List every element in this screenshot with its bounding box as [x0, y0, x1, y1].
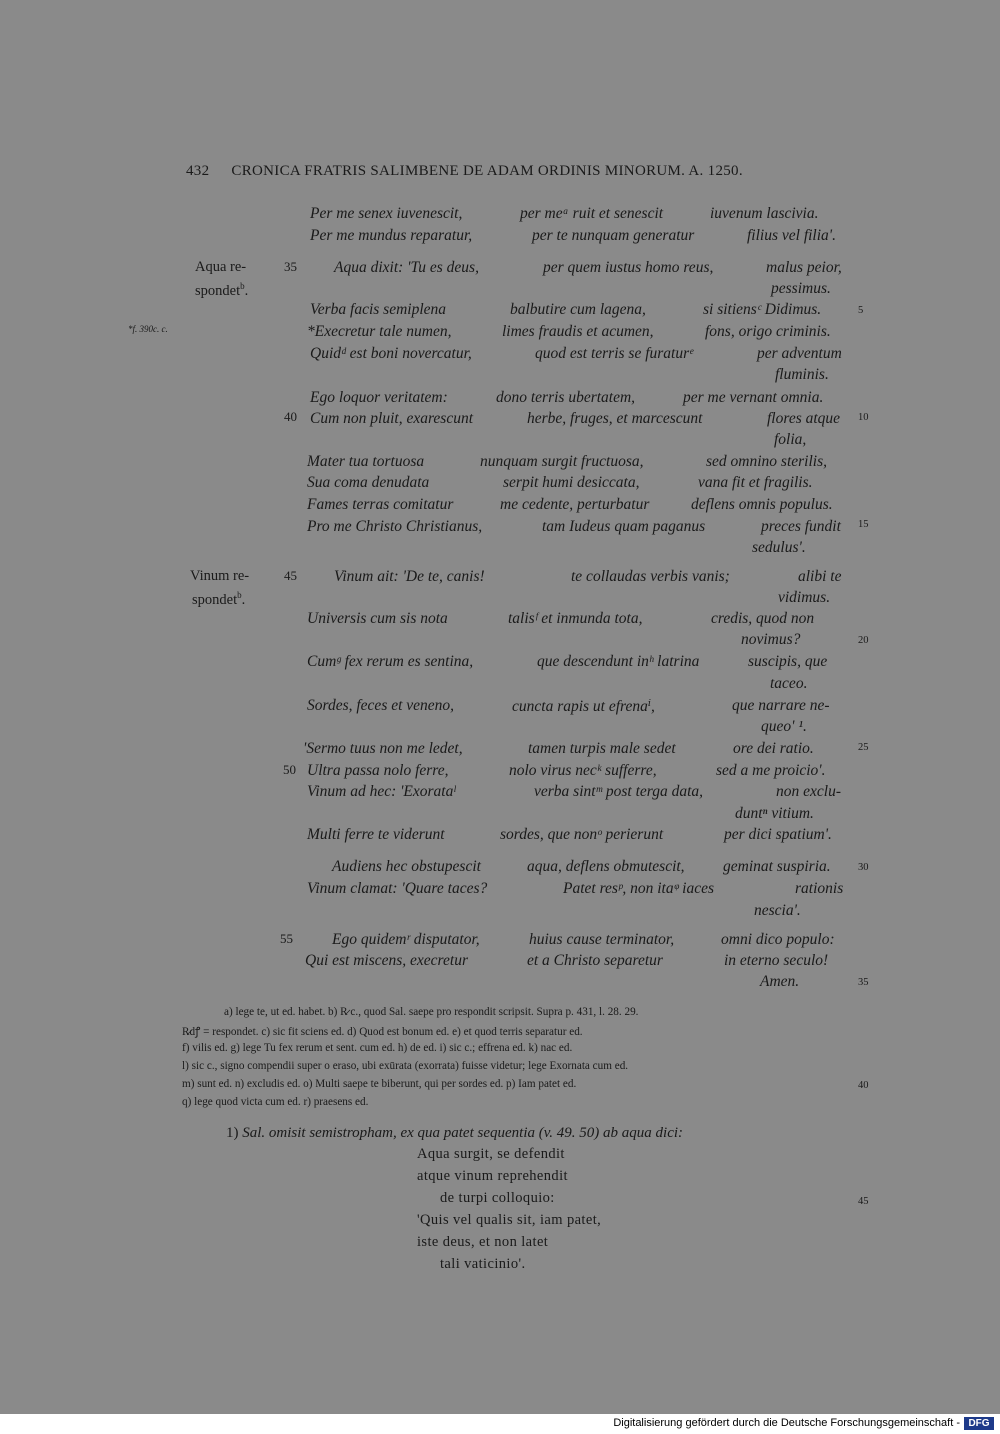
verse-segment: te collaudas verbis vanis; — [571, 568, 730, 585]
folio-reference: *f. 390c. c. — [128, 324, 168, 334]
apparatus-line: q) lege quod victa cum ed. r) praesens ed. — [182, 1096, 369, 1108]
verse-number: 55 — [280, 931, 293, 946]
verse-segment: Fames terras comitatur — [307, 496, 454, 513]
verse-segment: credis, quod non — [711, 610, 815, 627]
verse-segment: malus peior, — [766, 259, 842, 276]
verse-segment: aqua, deflens obmutescit, — [527, 858, 685, 875]
margin-note-text: spondet — [192, 591, 238, 608]
margin-note-line: spondet$^b$. — [195, 281, 249, 299]
verse-segment: tam Iudeus quam paganus — [542, 518, 706, 535]
line-number: 25 — [858, 742, 869, 753]
dfg-logo: DFG — [964, 1417, 994, 1430]
verse-segment: Quidᵈ est boni novercatur, — [310, 345, 472, 362]
verse-segment: Aqua dixit: 'Tu es deus, — [334, 259, 479, 276]
verse-segment: Multi ferre te viderunt — [307, 826, 445, 843]
verse-segment: 'Sermo tuus non me ledet, — [303, 740, 463, 757]
verse-segment: Vinum ait: 'De te, canis! — [334, 568, 485, 585]
verse-continuation: Amen. — [760, 973, 800, 990]
verse-segment: deflens omnis populus. — [691, 496, 833, 513]
verse-segment: per adventum — [757, 345, 842, 362]
verse-segment: Universis cum sis nota — [307, 610, 448, 627]
footnote-text: Sal. omisit semistropham, ex qua patet sequentia (v. 49. 50) ab aqua dici: — [242, 1125, 684, 1141]
verse-segment: Qui est miscens, execretur — [305, 952, 468, 969]
poem-line: iste deus, et non latet — [417, 1234, 549, 1250]
verse-continuation: pessimus. — [771, 280, 831, 297]
verse-segment: non exclu- — [776, 783, 841, 800]
verse-segment: Cum non pluit, exarescunt — [310, 410, 474, 427]
verse-continuation: fluminis. — [775, 366, 829, 383]
verse-segment: alibi te — [798, 568, 842, 585]
verse-segment: talisᶠ et inmunda tota, — [508, 610, 643, 627]
verse-segment: fons, origo criminis. — [705, 323, 831, 340]
footer-funding-text: Digitalisierung gefördert durch die Deutsche Forschungsgemeinschaft - — [613, 1417, 960, 1429]
apparatus-line: R̷dꝭ = respondet. c) sic fit sciens ed. d) Quod est bonum ed. e) et quod terris separatur ed. — [182, 1026, 583, 1038]
line-number: 40 — [858, 1080, 869, 1091]
margin-note-line: spondet$^b$. — [192, 590, 246, 608]
verse-segment: Ego quidemʳ disputator, — [332, 931, 480, 948]
verse-segment: Audiens hec obstupescit — [332, 858, 481, 875]
verse-segment: balbutire cum lagena, — [510, 301, 646, 318]
verse-segment: limes fraudis et acumen, — [502, 323, 654, 340]
verse-continuation: nescia'. — [754, 902, 801, 919]
verse-segment: sordes, que nonᵒ perierunt — [500, 826, 664, 843]
margin-note-line: Aqua re- — [195, 259, 247, 275]
verse-segment: Sua coma denudata — [307, 474, 430, 491]
verse-segment: ore dei ratio. — [733, 740, 814, 757]
verse-segment: *Execretur tale numen, — [307, 323, 452, 340]
margin-note-sup: b — [237, 590, 242, 600]
verse-segment: geminat suspiria. — [723, 858, 831, 875]
verse-segment: Ego loquor veritatem: — [310, 389, 448, 406]
verse-segment: Ultra passa nolo ferre, — [307, 762, 449, 779]
margin-note-sup: b — [240, 281, 245, 291]
line-number: 30 — [858, 862, 869, 873]
verse-segment: iuvenum lascivia. — [710, 205, 819, 222]
line-number: 15 — [858, 519, 869, 530]
running-header — [186, 163, 743, 180]
verse-number: 40 — [284, 409, 297, 424]
verse-number: 35 — [284, 259, 297, 274]
verse-segment: suscipis, que — [748, 653, 828, 670]
verse-segment: flores atque — [767, 410, 841, 427]
verse-segment: serpit humi desiccata, — [503, 474, 640, 491]
margin-note-aqua — [195, 258, 248, 301]
poem-line: Aqua surgit, se defendit — [417, 1146, 565, 1162]
margin-note-vinum — [190, 567, 249, 610]
verse-number: 50 — [283, 762, 296, 777]
line-number: 5 — [858, 305, 864, 316]
line-number: 45 — [858, 1196, 869, 1207]
verse-segment: sed omnino sterilis, — [706, 453, 827, 470]
verse-segment: Cumᵍ fex rerum es sentina, — [307, 653, 474, 670]
verse-segment: Vinum clamat: 'Quare taces? — [307, 880, 488, 897]
verse-segment: Pro me Christo Christianus, — [307, 518, 483, 535]
page-number: 432 — [186, 163, 210, 179]
apparatus-line: m) sunt ed. n) excludis ed. o) Multi saepe te biberunt, qui per sordes ed. p) Iam patet ed. — [182, 1078, 577, 1090]
verse-segment: quod est terris se furaturᵉ — [535, 345, 694, 362]
poem-line: atque vinum reprehendit — [417, 1168, 568, 1184]
verse-segment: per meᵃ ruit et senescit — [520, 205, 664, 222]
verse-segment: filius vel filia'. — [747, 227, 836, 244]
verse-segment: dono terris ubertatem, — [496, 389, 636, 406]
verse-segment: per dici spatium'. — [724, 826, 832, 843]
verse-segment: me cedente, perturbatur — [500, 496, 650, 513]
verse-segment: que descendunt inʰ latrina — [537, 653, 700, 670]
verse-segment: in eterno seculo! — [724, 952, 829, 969]
apparatus-line: f) vilis ed. g) lege Tu fex rerum et sent. cum ed. h) de ed. i) sic c.; effrena ed. k) nac ed. — [182, 1042, 573, 1054]
verse-segment: cuncta rapis ut efrenaⁱ, — [512, 698, 655, 715]
verse-segment: per quem iustus homo reus, — [543, 259, 714, 276]
verse-segment: omni dico populo: — [721, 931, 835, 948]
margin-note-text: spondet — [195, 282, 241, 299]
verse-segment: Patet resᵖ, non itaᵠ iaces — [563, 880, 715, 897]
verse-segment: preces fundit — [761, 518, 841, 535]
explanatory-footnote — [226, 1125, 683, 1142]
verse-segment: et a Christo separetur — [527, 952, 663, 969]
verse-segment: Per me mundus reparatur, — [310, 227, 473, 244]
verse-continuation: novimus? — [741, 631, 801, 648]
verse-segment: Verba facis semiplena — [310, 301, 447, 318]
verse-segment: vana fit et fragilis. — [698, 474, 813, 491]
running-title: CRONICA FRATRIS SALIMBENE DE ADAM ORDINIS MINORUM. A. 1250. — [231, 163, 743, 179]
line-number: 35 — [858, 977, 869, 988]
verse-segment: sed a me proicio'. — [716, 762, 826, 779]
verse-segment: verba sintᵐ post terga data, — [534, 783, 704, 800]
verse-segment: per te nunquam generatur — [532, 227, 695, 244]
verse-segment: Sordes, feces et veneno, — [307, 697, 455, 714]
verse-continuation: sedulus'. — [752, 539, 806, 556]
verse-segment: herbe, fruges, et marcescunt — [527, 410, 703, 427]
verse-continuation: queo' ¹. — [761, 718, 807, 735]
verse-segment: Per me senex iuvenescit, — [310, 205, 463, 222]
verse-segment: nolo virus necᵏ sufferre, — [509, 762, 657, 779]
verse-number: 45 — [284, 568, 297, 583]
line-number: 10 — [858, 412, 869, 423]
apparatus-line: a) lege te, ut ed. habet. b) R̷ c., quod Sal. saepe pro respondit scripsit. Supra p. 431, l. 28. 29. — [224, 1006, 639, 1018]
verse-continuation: vidimus. — [778, 589, 831, 606]
line-number: 20 — [858, 635, 869, 646]
verse-continuation: taceo. — [770, 675, 808, 692]
margin-note-line: Vinum re- — [190, 568, 250, 584]
poem-line: 'Quis vel qualis sit, iam patet, — [417, 1212, 602, 1228]
poem-line: de turpi colloquio: — [440, 1190, 555, 1206]
verse-segment: huius cause terminator, — [529, 931, 675, 948]
footer-bar — [0, 1414, 1000, 1434]
footnote-marker: 1) — [226, 1125, 239, 1141]
verse-segment: nunquam surgit fructuosa, — [480, 453, 644, 470]
verse-segment: Mater tua tortuosa — [307, 453, 425, 470]
verse-segment: si sitiensᶜ Didimus. — [703, 301, 822, 318]
verse-segment: rationis — [795, 880, 844, 897]
verse-segment: per me vernant omnia. — [683, 389, 824, 406]
verse-segment: que narrare ne- — [732, 697, 830, 714]
apparatus-line: l) sic c., signo compendii super o eraso, ubi exūrata (exorrata) fuisse videtur; lege Exornata cum ed. — [182, 1060, 629, 1072]
verse-segment: Vinum ad hec: 'Exorataˡ — [307, 783, 456, 800]
verse-segment: tamen turpis male sedet — [528, 740, 676, 757]
verse-continuation: folia, — [774, 431, 807, 448]
verse-continuation: duntⁿ vitium. — [735, 805, 814, 822]
poem-line: tali vaticinio'. — [440, 1256, 526, 1272]
